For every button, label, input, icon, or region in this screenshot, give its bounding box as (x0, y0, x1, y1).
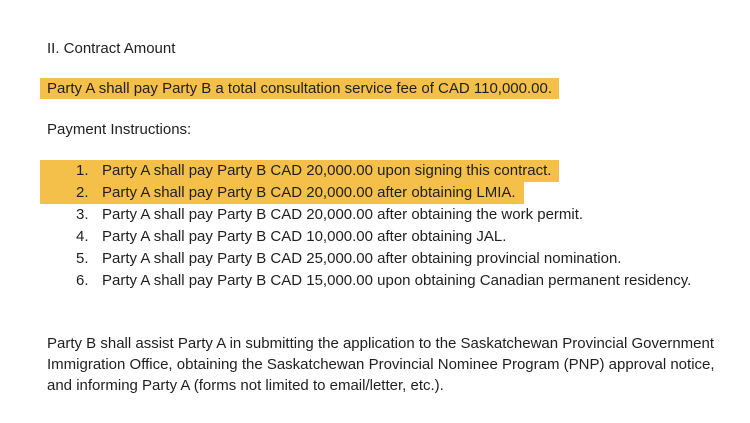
fee-statement-highlighted: Party A shall pay Party B a total consultation service fee of CAD 110,000.00. (40, 78, 559, 99)
payment-instructions-label: Payment Instructions: (47, 121, 192, 138)
payment-step-6 (40, 270, 736, 314)
step-number: 2. (76, 184, 89, 201)
step-number: 3. (76, 206, 89, 223)
closing-paragraph: Party B shall assist Party A in submitting the application to the Saskatchewan Provincial Government Immigration Office, obtaining the Saskatchewan Provincial Nominee Program (PNP) approval notice, and informing Party A (forms not limited to email/letter, etc.). (47, 335, 715, 394)
step-number: 4. (76, 228, 89, 245)
section-heading: II. Contract Amount (47, 40, 176, 57)
step-text: Party A shall pay Party B CAD 25,000.00 after obtaining provincial nomination. (102, 250, 622, 267)
step-text: Party A shall pay Party B CAD 20,000.00 after obtaining LMIA. (102, 184, 516, 201)
step-text: Party A shall pay Party B CAD 10,000.00 after obtaining JAL. (102, 228, 507, 245)
payment-step-4 (40, 226, 736, 248)
step-number: 5. (76, 250, 89, 267)
payment-step-5 (40, 248, 736, 270)
step-number: 1. (76, 162, 89, 179)
payment-step-1 (40, 160, 559, 182)
step-text: Party A shall pay Party B CAD 20,000.00 upon signing this contract. (102, 162, 552, 179)
step-number: 6. (76, 272, 89, 289)
payment-step-2 (40, 182, 524, 204)
payment-step-3 (40, 204, 736, 226)
step-text: Party A shall pay Party B CAD 20,000.00 after obtaining the work permit. (102, 206, 584, 223)
payment-steps-list (40, 160, 750, 314)
step-text: Party A shall pay Party B CAD 15,000.00 upon obtaining Canadian permanent residency. (102, 272, 692, 289)
